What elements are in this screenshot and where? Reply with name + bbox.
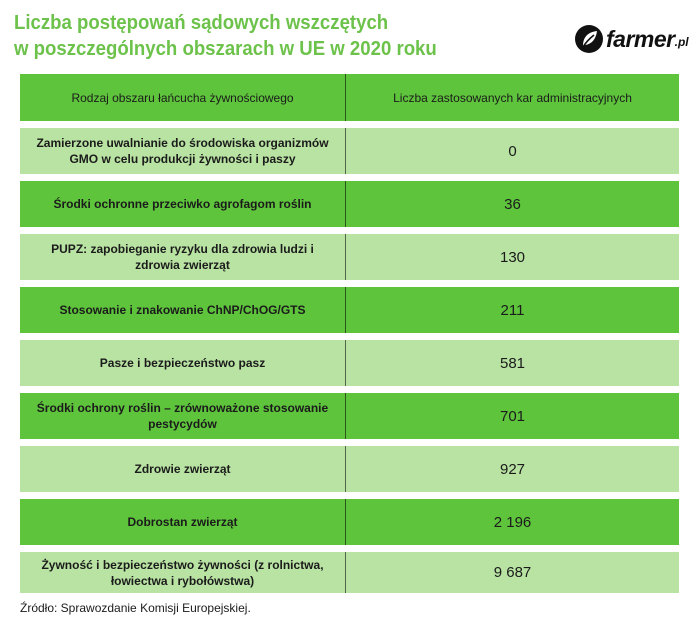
row-area: Środki ochrony roślin – zrównoważone stosowanie pestycydów — [20, 393, 346, 439]
row-count: 581 — [499, 354, 526, 372]
row-area: PUPZ: zapobieganie ryzyku dla zdrowia ludzi i zdrowia zwierząt — [20, 234, 346, 280]
page-title — [14, 10, 437, 62]
farmer-logo — [574, 24, 689, 54]
row-count: 9 687 — [493, 564, 532, 581]
row-area: Środki ochronne przeciwko agrofagom roślin — [20, 181, 346, 227]
row-count: 927 — [499, 460, 526, 478]
row-area: Żywność i bezpieczeństwo żywności (z rolnictwa, łowiectwa i rybołówstwa) — [20, 552, 346, 593]
leaf-logo-icon — [574, 24, 604, 54]
table-row — [20, 287, 679, 333]
table-row — [20, 128, 679, 174]
row-area: Pasze i bezpieczeństwo pasz — [20, 340, 346, 386]
table-row — [20, 552, 679, 593]
logo-name: farmer — [606, 25, 675, 52]
row-count: 36 — [504, 195, 521, 213]
row-area: Dobrostan zwierząt — [20, 499, 346, 545]
header-area: Rodzaj obszaru łańcucha żywnościowego — [20, 74, 346, 121]
row-area: Zamierzone uwalnianie do środowiska organizmów GMO w celu produkcji żywności i paszy — [20, 128, 346, 174]
row-count: 701 — [499, 407, 526, 425]
row-count: 0 — [508, 142, 517, 160]
row-count: 211 — [500, 301, 525, 319]
row-count: 130 — [499, 248, 526, 266]
table-row — [20, 234, 679, 280]
table-row — [20, 340, 679, 386]
logo-tld: .pl — [674, 35, 689, 49]
title-line-2: w poszczególnych obszarach w UE w 2020 roku — [14, 38, 437, 60]
table-row — [20, 393, 679, 439]
table-row — [20, 446, 679, 492]
title-line-1: Liczba postępowań sądowych wszczętych — [14, 12, 389, 34]
data-table — [20, 74, 679, 593]
table-header-row — [20, 74, 679, 121]
row-area: Zdrowie zwierząt — [20, 446, 346, 492]
source-note: Źródło: Sprawozdanie Komisji Europejskiej. — [20, 601, 251, 615]
row-area: Stosowanie i znakowanie ChNP/ChOG/GTS — [20, 287, 346, 333]
table-row — [20, 499, 679, 545]
header-count: Liczba zastosowanych kar administracyjnych — [393, 90, 632, 105]
table-row — [20, 181, 679, 227]
row-count: 2 196 — [493, 513, 532, 531]
